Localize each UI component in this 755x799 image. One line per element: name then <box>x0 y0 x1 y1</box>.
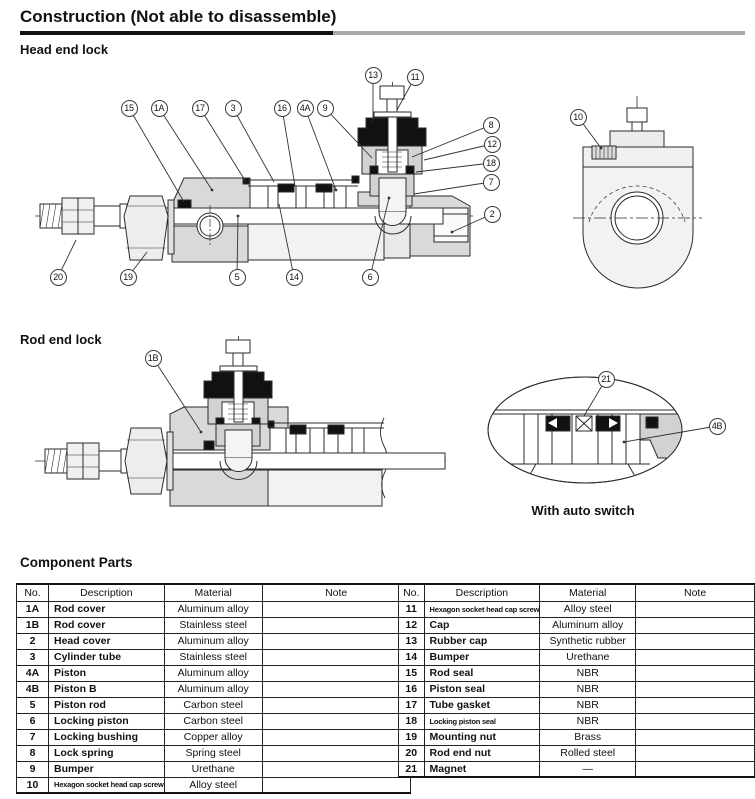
cell-description: Hexagon socket head cap screw <box>424 601 540 617</box>
table-row <box>17 777 411 793</box>
cell-no: 21 <box>399 761 425 777</box>
section-rod-end-lock: Rod end lock <box>20 332 102 347</box>
callout-2: 2 <box>484 206 501 223</box>
page-title: Construction (Not able to disassemble) <box>20 7 337 26</box>
cell-note <box>262 649 410 665</box>
callout-1B: 1B <box>145 350 162 367</box>
cell-no: 20 <box>399 745 425 761</box>
cell-note <box>262 633 410 649</box>
table-row <box>17 649 411 665</box>
cell-material: Urethane <box>540 649 636 665</box>
callout-5: 5 <box>229 269 246 286</box>
cell-no: 5 <box>17 697 49 713</box>
cell-description: Bumper <box>49 761 165 777</box>
cell-no: 13 <box>399 633 425 649</box>
cell-no: 19 <box>399 729 425 745</box>
col-header-description: Description <box>424 584 540 601</box>
cell-description: Locking piston seal <box>424 713 540 729</box>
cell-material: Carbon steel <box>164 713 262 729</box>
component-parts-heading: Component Parts <box>20 555 133 570</box>
cell-no: 1A <box>17 601 49 617</box>
cell-note <box>262 697 410 713</box>
col-header-note: Note <box>636 584 755 601</box>
cell-description: Mounting nut <box>424 729 540 745</box>
cell-material: Synthetic rubber <box>540 633 636 649</box>
col-header-no: No. <box>399 584 425 601</box>
cell-no: 7 <box>17 729 49 745</box>
cell-note <box>636 745 755 761</box>
cell-description: Locking piston <box>49 713 165 729</box>
table-header-row <box>17 584 411 601</box>
table-row <box>17 665 411 681</box>
cell-description: Rod end nut <box>424 745 540 761</box>
cell-note <box>262 729 410 745</box>
title-rule-gray <box>333 31 745 35</box>
cell-material: Stainless steel <box>164 617 262 633</box>
cell-no: 12 <box>399 617 425 633</box>
cell-description: Locking bushing <box>49 729 165 745</box>
cell-no: 8 <box>17 745 49 761</box>
cell-note <box>636 601 755 617</box>
cell-description: Hexagon socket head cap screw <box>49 777 165 793</box>
table-row <box>17 713 411 729</box>
table-row <box>17 681 411 697</box>
cell-description: Rod cover <box>49 601 165 617</box>
title-rule-black <box>20 31 333 35</box>
table-row <box>399 745 755 761</box>
callout-18: 18 <box>483 155 500 172</box>
cell-note <box>262 745 410 761</box>
table-row <box>17 633 411 649</box>
cell-no: 2 <box>17 633 49 649</box>
table-row <box>399 633 755 649</box>
cell-description: Tube gasket <box>424 697 540 713</box>
cell-no: 6 <box>17 713 49 729</box>
table-row <box>17 697 411 713</box>
cell-material: NBR <box>540 697 636 713</box>
table-row <box>17 601 411 617</box>
callout-20: 20 <box>50 269 67 286</box>
cell-material: Aluminum alloy <box>164 601 262 617</box>
component-parts-table-left <box>16 583 411 794</box>
callout-6: 6 <box>362 269 379 286</box>
table-header-row <box>399 584 755 601</box>
table-row <box>17 761 411 777</box>
cell-note <box>262 713 410 729</box>
cell-material: Copper alloy <box>164 729 262 745</box>
cell-material: Alloy steel <box>164 777 262 793</box>
cell-description: Piston seal <box>424 681 540 697</box>
callout-4A: 4A <box>297 100 314 117</box>
cell-note <box>636 713 755 729</box>
cell-no: 10 <box>17 777 49 793</box>
callout-3: 3 <box>225 100 242 117</box>
cell-description: Cylinder tube <box>49 649 165 665</box>
cell-note <box>262 761 410 777</box>
cell-note <box>262 665 410 681</box>
cell-note <box>636 665 755 681</box>
cell-description: Piston B <box>49 681 165 697</box>
cell-material: Alloy steel <box>540 601 636 617</box>
component-parts-table-right <box>398 583 755 778</box>
callout-7: 7 <box>483 174 500 191</box>
table-row <box>17 617 411 633</box>
callout-9: 9 <box>317 100 334 117</box>
callout-12: 12 <box>484 136 501 153</box>
callout-13: 13 <box>365 67 382 84</box>
auto-switch-caption: With auto switch <box>531 503 635 518</box>
callout-4B: 4B <box>709 418 726 435</box>
table-row <box>399 601 755 617</box>
cell-material: Aluminum alloy <box>164 681 262 697</box>
callout-11: 11 <box>407 69 424 86</box>
cell-description: Magnet <box>424 761 540 777</box>
cell-material: NBR <box>540 665 636 681</box>
table-row <box>399 761 755 777</box>
callout-1A: 1A <box>151 100 168 117</box>
cell-material: Aluminum alloy <box>540 617 636 633</box>
cell-no: 17 <box>399 697 425 713</box>
cell-no: 11 <box>399 601 425 617</box>
cell-material: Rolled steel <box>540 745 636 761</box>
cell-no: 14 <box>399 649 425 665</box>
cell-note <box>636 697 755 713</box>
cell-note <box>636 649 755 665</box>
cell-note <box>262 601 410 617</box>
table-row <box>399 665 755 681</box>
cell-no: 9 <box>17 761 49 777</box>
cell-note <box>262 777 410 793</box>
cell-note <box>262 681 410 697</box>
cell-description: Piston rod <box>49 697 165 713</box>
cell-material: Aluminum alloy <box>164 633 262 649</box>
table-row <box>399 713 755 729</box>
table-row <box>399 617 755 633</box>
cell-material: NBR <box>540 681 636 697</box>
cell-no: 18 <box>399 713 425 729</box>
cell-material: Carbon steel <box>164 697 262 713</box>
table-row <box>17 729 411 745</box>
cell-no: 16 <box>399 681 425 697</box>
callout-10: 10 <box>570 109 587 126</box>
cell-material: Brass <box>540 729 636 745</box>
callout-19: 19 <box>120 269 137 286</box>
cell-description: Bumper <box>424 649 540 665</box>
callout-8: 8 <box>483 117 500 134</box>
cell-note <box>636 681 755 697</box>
cell-note <box>636 761 755 777</box>
table-row <box>399 729 755 745</box>
cell-description: Cap <box>424 617 540 633</box>
cell-note <box>262 617 410 633</box>
cell-description: Rod cover <box>49 617 165 633</box>
cell-description: Rubber cap <box>424 633 540 649</box>
cell-material: Aluminum alloy <box>164 665 262 681</box>
col-header-description: Description <box>49 584 165 601</box>
cell-no: 4A <box>17 665 49 681</box>
table-row <box>399 649 755 665</box>
head-end-side-view <box>573 96 702 288</box>
callout-15: 15 <box>121 100 138 117</box>
cell-note <box>636 633 755 649</box>
cell-material: — <box>540 761 636 777</box>
col-header-material: Material <box>540 584 636 601</box>
table-row <box>399 697 755 713</box>
cell-description: Lock spring <box>49 745 165 761</box>
callout-14: 14 <box>286 269 303 286</box>
cell-no: 3 <box>17 649 49 665</box>
col-header-no: No. <box>17 584 49 601</box>
cell-material: Stainless steel <box>164 649 262 665</box>
section-head-end-lock: Head end lock <box>20 42 109 57</box>
auto-switch-detail-drawing <box>488 377 682 483</box>
callout-16: 16 <box>274 100 291 117</box>
col-header-note: Note <box>262 584 410 601</box>
cell-note <box>636 617 755 633</box>
cell-material: Spring steel <box>164 745 262 761</box>
cell-no: 1B <box>17 617 49 633</box>
head-end-lock-drawing <box>35 82 475 262</box>
rod-end-lock-drawing <box>35 336 448 506</box>
callout-21: 21 <box>598 371 615 388</box>
table-row <box>399 681 755 697</box>
cell-no: 15 <box>399 665 425 681</box>
cell-material: Urethane <box>164 761 262 777</box>
cell-no: 4B <box>17 681 49 697</box>
callout-17: 17 <box>192 100 209 117</box>
cell-description: Piston <box>49 665 165 681</box>
cell-description: Head cover <box>49 633 165 649</box>
col-header-material: Material <box>164 584 262 601</box>
cell-material: NBR <box>540 713 636 729</box>
cell-description: Rod seal <box>424 665 540 681</box>
table-row <box>17 745 411 761</box>
cell-note <box>636 729 755 745</box>
